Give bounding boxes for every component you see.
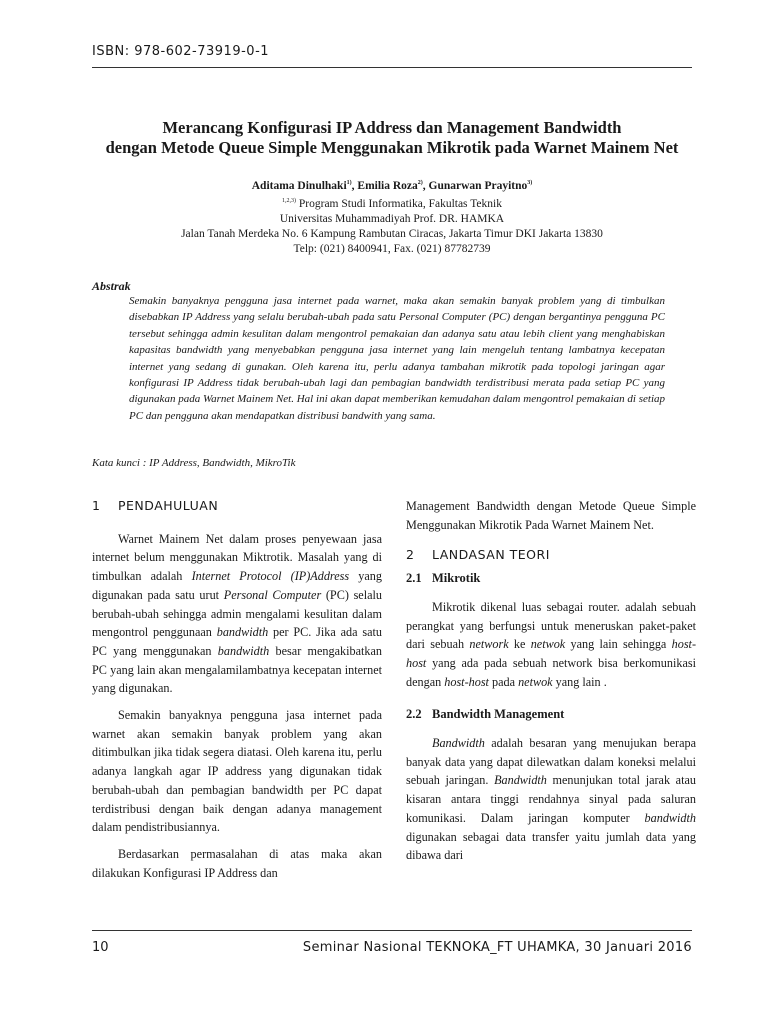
paper-title bbox=[92, 118, 692, 158]
section-1-number: 1 bbox=[92, 498, 101, 513]
page-number: 10 bbox=[92, 940, 109, 955]
subsection-2-1-title: Mikrotik bbox=[432, 571, 481, 586]
subsection-2-2-title: Bandwidth Management bbox=[432, 707, 565, 722]
author-names: Aditama Dinulhaki$^{1)}$, Emilia Roza$^{2)}$, Gunarwan Prayitno$^{3)}$ bbox=[251, 179, 533, 192]
intro-paragraph-1: Warnet Mainem Net dalam proses penyewaan jasa internet belum menggunakan Miktrotik. Masalah yang di timbulkan adalah Internet Protocol (IP)Address yang digunakan pada satu urut Personal Computer (PC) selalu berubah-ubah sehingga admin mengalami kesulitan dalam mengontrol penggunaan bandwidth per PC. Jika ada satu PC yang menggunakan bandwidth besar mengakibatkan PC yang lain akan mengalamilambatnya kecepatan internet yang digunakan. bbox=[92, 531, 382, 696]
section-2-number: 2 bbox=[406, 547, 415, 563]
subsection-2-1-number: 2.1 bbox=[406, 571, 422, 586]
affiliation-2: Universitas Muhammadiyah Prof. DR. HAMKA bbox=[279, 212, 505, 225]
bandwidth-paragraph: Bandwidth adalah besaran yang menujukan berapa banyak data yang dapat dilewatkan dalam koneksi melalui sebuah jaringan. Bandwidth menunjukan total jarak atau kisaran antara tinggi rendahnya sinyal pada saluran komunikasi. Dalam jaringan komputer bandwidth digunakan sebagai data transfer yaitu jumlah data yang dibawa dari bbox=[406, 736, 696, 863]
subsection-2-2-number: 2.2 bbox=[406, 707, 422, 722]
keywords: Kata kunci : IP Address, Bandwidth, MikroTik bbox=[92, 457, 296, 469]
intro-paragraph-3: Berdasarkan permasalahan di atas maka akan dilakukan Konfigurasi IP Address dan bbox=[92, 846, 382, 880]
mikrotik-paragraph: Mikrotik dikenal luas sebagai router. adalah sebuah perangkat yang berfungsi untuk meneruskan paket-paket dari sebuah network ke netwok yang lain sehingga host-host yang ada pada sebuah network bisa berkomunikasi dengan host-host pada netwok yang lain . bbox=[406, 599, 696, 689]
author-2-sup: 2) bbox=[417, 180, 423, 186]
author-3: Gunarwan Prayitno bbox=[428, 179, 528, 192]
footer-rule bbox=[92, 930, 692, 931]
author-2: Emilia Roza bbox=[357, 179, 418, 192]
section-1-heading bbox=[92, 497, 382, 516]
affiliation-address: Jalan Tanah Merdeka No. 6 Kampung Rambutan Ciracas, Jakarta Timur DKI Jakarta 13830 bbox=[181, 227, 603, 240]
header-rule bbox=[92, 67, 692, 68]
affiliation-1 bbox=[92, 194, 692, 212]
abstract-heading: Abstrak bbox=[92, 279, 131, 293]
right-column bbox=[406, 497, 696, 873]
section-2-title: LANDASAN TEORI bbox=[432, 547, 550, 563]
affiliation-sup: 1,2,3) bbox=[282, 197, 297, 204]
left-column bbox=[92, 497, 382, 890]
author-block bbox=[92, 176, 692, 257]
conference-footer: Seminar Nasional TEKNOKA_FT UHAMKA, 30 Januari 2016 bbox=[302, 940, 692, 955]
author-1: Aditama Dinulhaki bbox=[251, 179, 347, 192]
affiliation-phone: Telp: (021) 8400941, Fax. (021) 87782739 bbox=[293, 242, 491, 255]
abstract-body: Semakin banyaknya pengguna jasa internet pada warnet, maka akan semakin banyak problem yang di timbulkan disebabkan IP Address yang selalu berubah-ubah pada satu Personal Computer (PC) dengan bergantinya pengguna PC tersebut sehingga admin kesulitan dalam mengontrol pemakaian dan adanya satu atau lebih client yang menghabiskan kapasitas bandwidth yang menyebabkan pengguna jasa internet yang lain mengeluh tentang lambatnya kecepatan internet yang sedang di gunakan. Oleh karena itu, perlu adanya tambahan mikrotik pada topologi jaringan agar konfigurasi IP Address tidak berubah-ubah lagi dan pembagian bandwidth terdistribusi merata pada setiap PC yang digunakan pada Warnet Mainem Net. Hal ini akan dapat memberikan kemudahan dalam mengontrol pemakaian di setiap PC dan pengguna akan mendapatkan distribusi bandwith yang sama. bbox=[129, 295, 665, 422]
intro-paragraph-3-continued: Management Bandwidth dengan Metode Queue Simple Menggunakan Mikrotik Pada Warnet Mainem Net. bbox=[406, 499, 696, 532]
title-line-2: dengan Metode Queue Simple Menggunakan Mikrotik pada Warnet Mainem Net bbox=[105, 138, 679, 157]
intro-paragraph-2: Semakin banyaknya pengguna jasa internet pada warnet akan semakin banyak problem yang akan ditimbulkan jika tidak segera diatasi. Oleh karena itu, perlu adanya langkah agar IP address yang digunakan tidak berubah-ubah dan pembagian bandwidth per PC dapat terdistribusi dengan baik dengan adanya management dalam pendistribusiannya. bbox=[92, 708, 382, 835]
subsection-2-1-heading bbox=[406, 569, 696, 588]
author-3-sup: 3) bbox=[527, 180, 533, 186]
subsection-2-2-heading bbox=[406, 705, 696, 724]
isbn-header: ISBN: 978-602-73919-0-1 bbox=[92, 44, 270, 59]
author-1-sup: 1) bbox=[346, 180, 352, 186]
title-line-1: Merancang Konfigurasi IP Address dan Management Bandwidth bbox=[162, 118, 622, 137]
section-1-title: PENDAHULUAN bbox=[118, 498, 219, 513]
section-2-heading bbox=[406, 546, 696, 565]
affiliation-program: Program Studi Informatika, Fakultas Teknik bbox=[298, 197, 502, 210]
